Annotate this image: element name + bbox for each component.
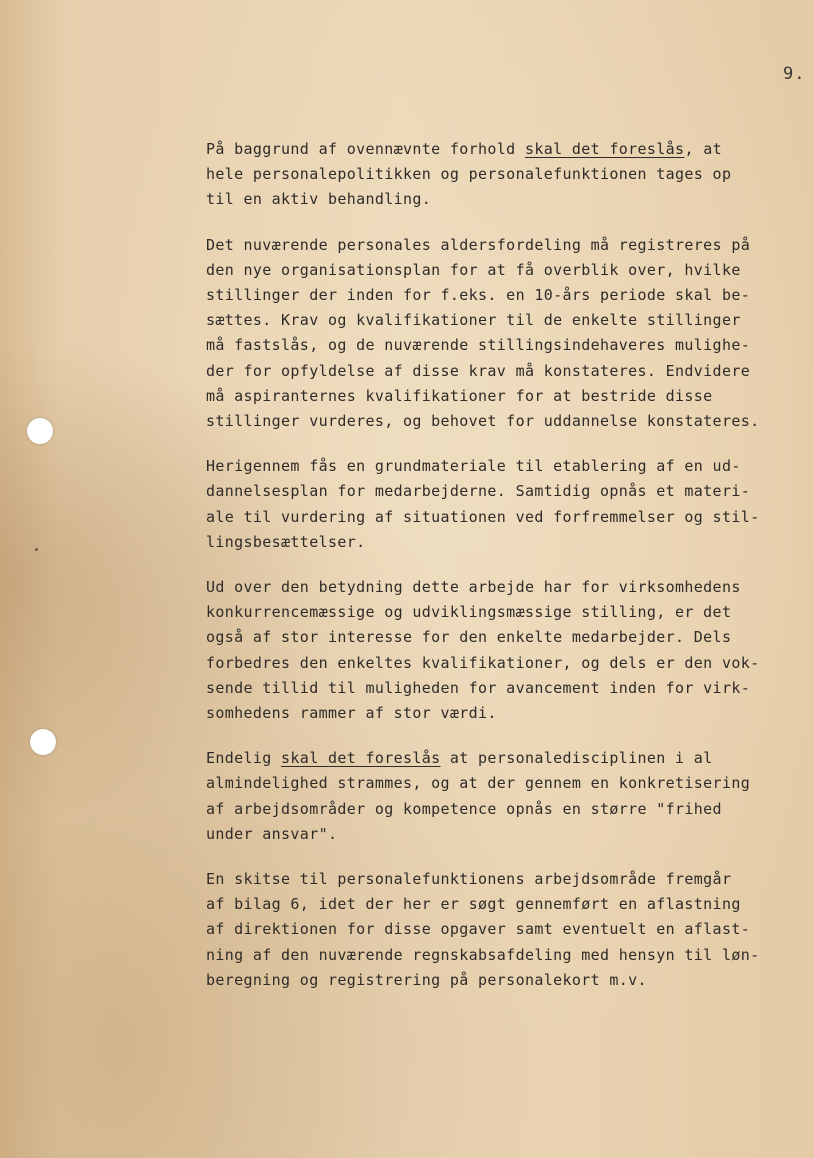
text-line [206, 187, 802, 212]
paragraph [206, 575, 802, 726]
line-text: Ud over den betydning dette arbejde har for virksomhedens [206, 578, 741, 597]
punch-hole-bottom [30, 729, 56, 755]
line-text: stillinger vurderes, og behovet for uddannelse konstateres. [206, 412, 760, 431]
text-line [206, 892, 802, 917]
text-line [206, 746, 802, 771]
paragraph [206, 454, 802, 555]
line-text: sende tillid til muligheden for avancement inden for virk- [206, 678, 751, 697]
text-line [206, 384, 802, 409]
line-text: En skitse til personalefunktionens arbejdsområde fremgår [206, 870, 732, 889]
text-line [206, 797, 802, 822]
text-line [206, 651, 802, 676]
paragraph [206, 867, 802, 993]
text-line [206, 359, 802, 384]
line-text: også af stor interesse for den enkelte medarbejder. Dels [206, 628, 732, 647]
text-line [206, 137, 802, 162]
document-body [206, 137, 802, 1013]
line-text: forbedres den enkeltes kvalifikationer, og dels er den vok- [206, 653, 760, 672]
line-text: af arbejdsområder og kompetence opnås en større "frihed [206, 799, 722, 818]
line-text: beregning og registrering på personalekort m.v. [206, 970, 647, 989]
line-text: stillinger der inden for f.eks. en 10-års periode skal be- [206, 286, 751, 305]
line-text: ale til vurdering af situationen ved forfremmelser og stil- [206, 507, 760, 526]
text-line [206, 575, 802, 600]
line-text: lingsbesættelser. [206, 532, 366, 551]
line-text: til en aktiv behandling. [206, 190, 432, 209]
line-text: af direktionen for disse opgaver samt eventuelt en aflast- [206, 920, 751, 939]
line-text: , at [684, 140, 722, 158]
page-number: 9. [783, 64, 806, 84]
line-text: ning af den nuværende regnskabsafdeling med hensyn til løn- [206, 945, 760, 964]
line-text: der for opfyldelse af disse krav må konstateres. Endvidere [206, 361, 751, 380]
text-line [206, 943, 802, 968]
line-text: hele personalepolitikken og personalefunktionen tages op [206, 165, 732, 184]
line-text: konkurrencemæssige og udviklingsmæssige stilling, er det [206, 603, 732, 622]
paragraph [206, 746, 802, 847]
line-text: dannelsesplan for medarbejderne. Samtidig opnås et materi- [206, 482, 751, 501]
text-line [206, 409, 802, 434]
line-text: den nye organisationsplan for at få overblik over, hvilke [206, 260, 741, 279]
text-line [206, 333, 802, 358]
line-text: må fastslås, og de nuværende stillingsindehaveres mulighe- [206, 336, 751, 355]
text-line [206, 701, 802, 726]
text-line [206, 283, 802, 308]
paper-speck [35, 548, 38, 551]
text-line [206, 454, 802, 479]
line-text: at personaledisciplinen i al [440, 749, 713, 768]
text-line [206, 625, 802, 650]
text-line [206, 233, 802, 258]
text-line [206, 822, 802, 847]
text-line [206, 162, 802, 187]
text-line [206, 968, 802, 993]
text-line [206, 771, 802, 796]
line-text: under ansvar". [206, 824, 338, 843]
text-line [206, 676, 802, 701]
text-line [206, 308, 802, 333]
text-line [206, 479, 802, 504]
underlined-phrase: skal det foreslås [524, 140, 685, 158]
text-line [206, 258, 802, 283]
text-line [206, 917, 802, 942]
line-text: må aspiranternes kvalifikationer for at bestride disse [206, 386, 713, 405]
line-text: Det nuværende personales aldersfordeling må registreres på [206, 235, 751, 254]
line-text: Endelig [206, 749, 282, 768]
underlined-phrase: skal det foreslås [281, 749, 441, 768]
line-text: almindelighed strammes, og at der gennem en konkretisering [206, 774, 751, 793]
text-line [206, 600, 802, 625]
line-text: På baggrund af ovennævnte forhold [206, 140, 525, 158]
paragraph [206, 137, 802, 213]
text-line [206, 505, 802, 530]
text-line [206, 530, 802, 555]
text-line [206, 867, 802, 892]
line-text: somhedens rammer af stor værdi. [206, 704, 497, 723]
line-text: sættes. Krav og kvalifikationer til de enkelte stillinger [206, 311, 741, 330]
line-text: Herigennem fås en grundmateriale til etablering af en ud- [206, 457, 741, 476]
line-text: af bilag 6, idet der her er søgt gennemført en aflastning [206, 895, 741, 914]
punch-hole-top [27, 418, 53, 444]
paragraph [206, 233, 802, 435]
